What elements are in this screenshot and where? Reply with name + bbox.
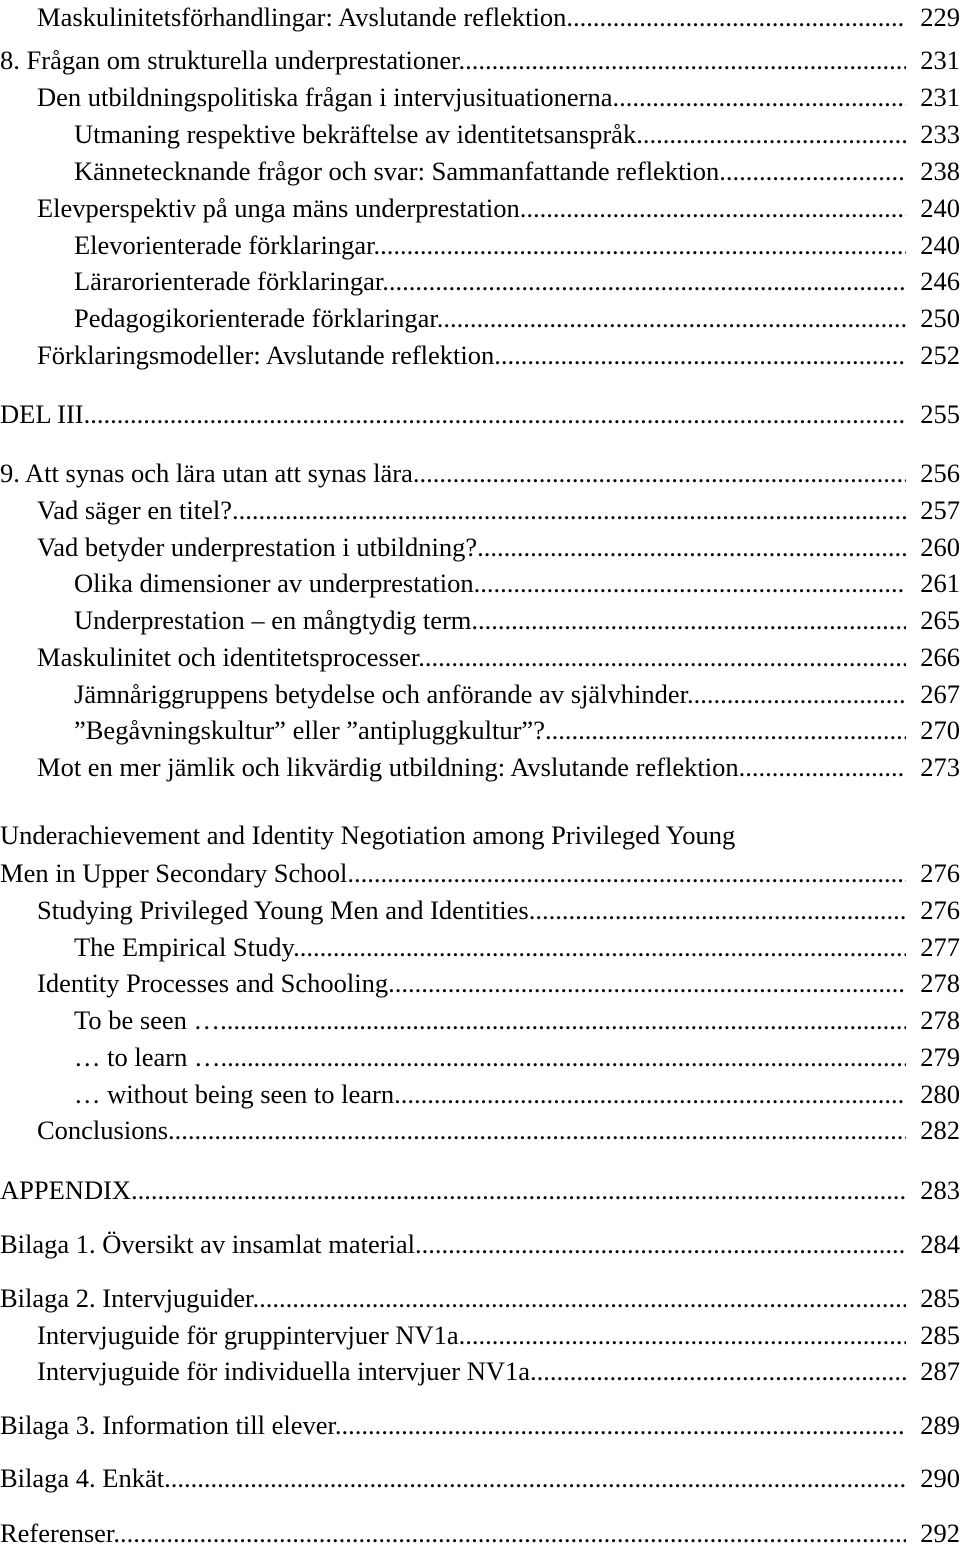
toc-entry-page: 238 <box>908 154 960 188</box>
toc-entry-title: Utmaning respektive bekräftelse av identitetsanspråk ..... <box>0 117 906 151</box>
toc-entry <box>0 1281 960 1315</box>
toc-entry-title: ”Begåvningskultur” eller ”antipluggkultur”? ..... <box>0 713 906 747</box>
toc-entry-title: Elevorienterade förklaringar ..... <box>0 228 906 262</box>
toc-entry-title: Vad betyder underprestation i utbildning? ..... <box>0 530 906 564</box>
toc-entry <box>0 43 960 77</box>
toc-entry <box>0 456 960 490</box>
toc-entry-title: Förklaringsmodeller: Avslutande reflektion ..... <box>0 338 906 372</box>
toc-entry-title: Intervjuguide för gruppintervjuer NV1a ..... <box>0 1318 906 1352</box>
toc-entry-title: Olika dimensioner av underprestation ..... <box>0 566 906 600</box>
toc-entry <box>0 1003 960 1037</box>
toc-entry-page: 280 <box>908 1077 960 1111</box>
toc-entry <box>0 1408 960 1442</box>
toc-entry-page: 279 <box>908 1040 960 1074</box>
toc-entry-page: 278 <box>908 1003 960 1037</box>
toc-entry-title: Bilaga 2. Intervjuguider ..... <box>0 1281 906 1315</box>
toc-entry <box>0 117 960 151</box>
toc-entry-page: 277 <box>908 930 960 964</box>
toc-entry-page: 282 <box>908 1113 960 1147</box>
toc-entry <box>0 1040 960 1074</box>
toc-entry <box>0 0 960 34</box>
toc-entry-page: 289 <box>908 1408 960 1442</box>
toc-entry-title: Bilaga 3. Information till elever ..... <box>0 1408 906 1442</box>
toc-entry <box>0 566 960 600</box>
toc-entry-page: 265 <box>908 603 960 637</box>
toc-entry-title: Underprestation – en mångtydig term ..... <box>0 603 906 637</box>
summary-heading-line1: Underachievement and Identity Negotiation among Privileged Young <box>0 820 736 850</box>
toc-entry <box>0 264 960 298</box>
toc-entry-page: 273 <box>908 750 960 784</box>
toc-entry <box>0 530 960 564</box>
toc-entry-page: 256 <box>908 456 960 490</box>
toc-entry-page: 267 <box>908 677 960 711</box>
toc-entry <box>0 893 960 927</box>
toc-entry-page: 290 <box>908 1461 960 1495</box>
toc-entry-title: Intervjuguide för individuella intervjuer NV1a ..... <box>0 1354 906 1388</box>
toc-entry-page: 270 <box>908 713 960 747</box>
toc-entry-page: 260 <box>908 530 960 564</box>
toc-entry-page: 283 <box>908 1173 960 1207</box>
toc-entry <box>0 1113 960 1147</box>
toc-entry <box>0 1354 960 1388</box>
toc-entry <box>0 80 960 114</box>
toc-entry-page: 276 <box>908 856 960 890</box>
toc-entry-title: DEL III ..... <box>0 397 906 431</box>
toc-entry-title: Studying Privileged Young Men and Identities ..... <box>0 893 906 927</box>
toc-entry-title: Maskulinitetsförhandlingar: Avslutande reflektion ..... <box>0 0 906 34</box>
toc-entry-title: Mot en mer jämlik och likvärdig utbildning: Avslutande reflektion ..... <box>0 750 906 784</box>
toc-entry <box>0 677 960 711</box>
toc-entry <box>0 1461 960 1495</box>
toc-entry-page: 261 <box>908 566 960 600</box>
toc-entry-title: To be seen … ..... <box>0 1003 906 1037</box>
toc-entry <box>0 154 960 188</box>
toc-entry-page: 284 <box>908 1227 960 1261</box>
toc-entry-title: Den utbildningspolitiska frågan i intervjusituationerna ..... <box>0 80 906 114</box>
toc-entry-title: … without being seen to learn ..... <box>0 1077 906 1111</box>
toc-entry-page: 233 <box>908 117 960 151</box>
toc-entry-page: 246 <box>908 264 960 298</box>
toc-entry-title: … to learn … ..... <box>0 1040 906 1074</box>
toc-entry-title: 8. Frågan om strukturella underprestationer ..... <box>0 43 906 77</box>
toc-entry <box>0 1318 960 1352</box>
toc-entry <box>0 301 960 335</box>
toc-entry <box>0 1173 960 1207</box>
toc-entry <box>0 603 960 637</box>
toc-entry-page: 292 <box>908 1516 960 1550</box>
toc-entry <box>0 1516 960 1550</box>
toc-entry-page: 276 <box>908 893 960 927</box>
toc-entry-title: Referenser ..... <box>0 1516 906 1550</box>
toc-entry <box>0 966 960 1000</box>
toc-entry <box>0 640 960 674</box>
toc-entry-title: Bilaga 4. Enkät ..... <box>0 1461 906 1495</box>
toc-entry-title: Lärarorienterade förklaringar ..... <box>0 264 906 298</box>
toc-entry-title: Maskulinitet och identitetsprocesser ..... <box>0 640 906 674</box>
toc-entry-page: 231 <box>908 43 960 77</box>
toc-entry-page: 240 <box>908 191 960 225</box>
toc-entry-page: 278 <box>908 966 960 1000</box>
toc-entry-page: 231 <box>908 80 960 114</box>
toc-entry-title: Vad säger en titel? ..... <box>0 493 906 527</box>
toc-entry-title: Identity Processes and Schooling ..... <box>0 966 906 1000</box>
toc-entry-title: Conclusions ..... <box>0 1113 906 1147</box>
toc-entry-title: The Empirical Study ..... <box>0 930 906 964</box>
toc-entry-title: Elevperspektiv på unga mäns underprestation ..... <box>0 191 906 225</box>
toc-entry-title: Pedagogikorienterade förklaringar ..... <box>0 301 906 335</box>
toc-entry-page: 252 <box>908 338 960 372</box>
toc-entry-title: Kännetecknande frågor och svar: Sammanfattande reflektion ..... <box>0 154 906 188</box>
toc-entry-title: Jämnåriggruppens betydelse och anförande av självhinder ..... <box>0 677 906 711</box>
toc-entry <box>0 750 960 784</box>
toc-entry <box>0 856 960 890</box>
toc-entry <box>0 397 960 431</box>
toc-entry <box>0 930 960 964</box>
toc-entry <box>0 713 960 747</box>
toc-entry <box>0 1077 960 1111</box>
toc-entry <box>0 1227 960 1261</box>
toc-entry-page: 257 <box>908 493 960 527</box>
toc-entry-page: 250 <box>908 301 960 335</box>
toc-entry-page: 255 <box>908 397 960 431</box>
toc-entry-title: Men in Upper Secondary School ..... <box>0 856 906 890</box>
toc-entry-title: Bilaga 1. Översikt av insamlat material ..... <box>0 1227 906 1261</box>
toc-entry-page: 285 <box>908 1318 960 1352</box>
toc-entry <box>0 228 960 262</box>
toc-entry-page: 229 <box>908 0 960 34</box>
toc-entry-page: 266 <box>908 640 960 674</box>
toc-entry-title: APPENDIX ..... <box>0 1173 906 1207</box>
toc-entry-title: 9. Att synas och lära utan att synas lära ..... <box>0 456 906 490</box>
toc-entry-page: 287 <box>908 1354 960 1388</box>
toc-entry-page: 240 <box>908 228 960 262</box>
toc-entry <box>0 338 960 372</box>
toc-entry <box>0 493 960 527</box>
toc-entry-page: 285 <box>908 1281 960 1315</box>
toc-entry <box>0 191 960 225</box>
